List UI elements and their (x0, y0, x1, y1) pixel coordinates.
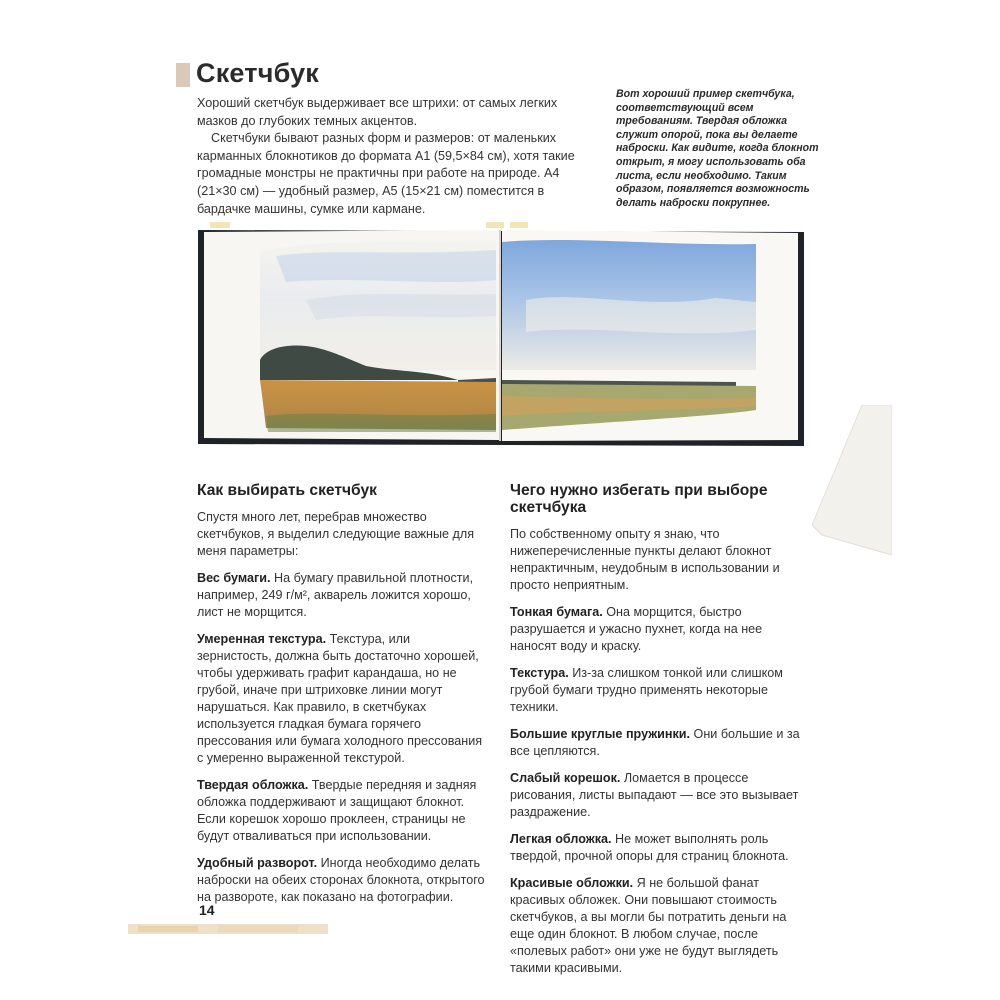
item-term: Твердая обложка. (197, 778, 309, 792)
intro-paragraph: Скетчбуки бывают разных форм и размеров: от маленьких карманных блокнотиков до формата А1 (59,5×84 см), хотя такие громадные монстры не практичны при работе на природе. А4 (21×30 см) — удобный размер, А5 (15×21 см) поместится в бардачке машины, сумке или кармане. (197, 131, 575, 216)
item-text: Твердые передняя и задняя обложка поддерживают и защищают блокнот. Если корешок хорошо проклеен, страницы не будут отваливаться при использовании. (197, 778, 477, 843)
intro-paragraph: Хороший скетчбук выдерживает все штрихи: от самых легких мазков до глубоких темных акцентов. (197, 96, 558, 128)
item-text: На бумагу правильной плотности, например, 249 г/м², акварель ложится хорошо, лист не морщится. (197, 571, 474, 619)
list-item (510, 726, 802, 760)
item-term: Красивые обложки. (510, 876, 634, 890)
sketchbook-photo (196, 220, 806, 450)
item-term: Тонкая бумага. (510, 605, 603, 619)
item-text: Я не большой фанат красивых обложек. Они повышают стоимость скетчбуков, а вы могли бы потратить деньги на еще один блокнот. В любом случае, после «полевых работ» они уже не будут выглядеть такими красивыми. (510, 876, 787, 975)
list-item (510, 604, 802, 655)
item-text: Из-за слишком тонкой или слишком грубой бумаги трудно применять некоторые техники. (510, 666, 783, 714)
list-item (510, 770, 802, 821)
right-column-heading: Чего нужно избегать при выборе скетчбука (510, 482, 768, 516)
left-column-lead: Спустя много лет, перебрав множество скетчбуков, я выделил следующие важные для меня параметры: (197, 510, 475, 558)
decorative-paint-strip (128, 922, 328, 936)
left-column (197, 482, 485, 916)
intro-text (197, 95, 592, 218)
right-column-lead: По собственному опыту я знаю, что нижеперечисленные пункты делают блокнот непрактичным, неудобным в использовании и просто неприятным. (510, 527, 780, 592)
item-text: Она морщится, быстро разрушается и ужасно пухнет, когда на нее наносят воду и краску. (510, 605, 763, 653)
item-term: Большие круглые пружинки. (510, 727, 691, 741)
item-term: Умеренная текстура. (197, 632, 327, 646)
list-item (510, 831, 802, 865)
list-item (197, 777, 485, 845)
page-tab (210, 222, 230, 228)
item-text: Ломается в процессе рисования, листы выпадают — все это вызывает раздражение. (510, 771, 799, 819)
page-title: Скетчбук (196, 58, 320, 88)
item-text: Они большие и за все цепляются. (510, 727, 800, 758)
adjacent-page-corner (812, 405, 892, 555)
list-item (197, 570, 485, 621)
item-term: Слабый корешок. (510, 771, 621, 785)
item-text: Текстура, или зернистость, должна быть достаточно хорошей, чтобы удерживать графит карандаша, но не грубой, иначе при штриховке линии могут нарушаться. Как правило, в скетчбуках используется гладкая бумага горячего прессования или бумага холодного прессования с умеренно выраженной текстурой. (197, 632, 483, 765)
left-column-heading: Как выбирать скетчбук (197, 482, 377, 499)
right-column (510, 482, 802, 987)
item-text: Иногда необходимо делать наброски на обеих сторонах блокнота, открытого на развороте, как показано на фотографии. (197, 856, 485, 904)
list-item (510, 875, 802, 977)
list-item (510, 665, 802, 716)
item-term: Вес бумаги. (197, 571, 271, 585)
item-text: Не может выполнять роль твердой, прочной опоры для страниц блокнота. (510, 832, 789, 863)
item-term: Удобный разворот. (197, 856, 318, 870)
photo-caption: Вот хороший пример скетчбука, соответствующий всем требованиям. Твердая обложка служит опорой, пока вы делаете наброски. Как видите, когда блокнот открыт, я могу использовать оба листа, если необходимо. Таким образом, появляется возможность делать наброски покрупнее. (616, 88, 819, 209)
page-tab (486, 222, 504, 228)
list-item (197, 631, 485, 767)
page-number: 14 (199, 902, 215, 918)
item-term: Текстура. (510, 666, 569, 680)
page-tab (510, 222, 528, 228)
item-term: Легкая обложка. (510, 832, 612, 846)
title-accent-bar (176, 63, 190, 87)
list-item (197, 855, 485, 906)
